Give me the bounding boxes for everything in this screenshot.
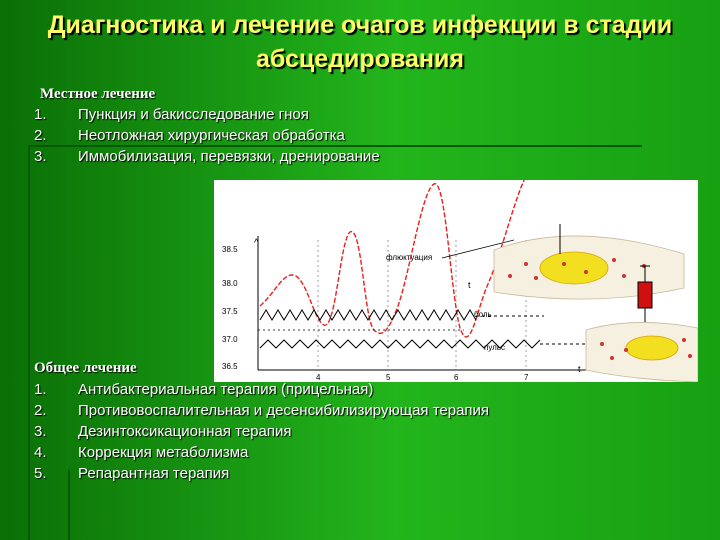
list-number: 5. bbox=[34, 465, 47, 482]
pulse-label: пульс bbox=[484, 343, 505, 352]
general-treatment-list bbox=[34, 379, 489, 484]
list-text: Антибактериальная терапия (прицельная) bbox=[78, 381, 374, 398]
abscess-illustration-upper bbox=[494, 224, 684, 299]
local-treatment-list bbox=[34, 104, 380, 167]
list-item bbox=[34, 400, 489, 421]
list-item bbox=[34, 379, 489, 400]
list-item bbox=[34, 104, 380, 125]
list-text: Неотложная хирургическая обработка bbox=[78, 127, 345, 144]
list-item bbox=[34, 442, 489, 463]
list-text: Пункция и бакисследование гноя bbox=[78, 106, 309, 123]
list-item bbox=[34, 146, 380, 167]
local-treatment-heading: Местное лечение bbox=[40, 86, 156, 102]
list-text: Противовоспалительная и десенсибилизирующая терапия bbox=[78, 402, 490, 419]
list-item bbox=[34, 421, 489, 442]
list-item bbox=[34, 463, 489, 484]
general-treatment-heading: Общее лечение bbox=[34, 360, 137, 376]
y-tick-label: 36.5 bbox=[222, 362, 238, 371]
list-number: 2. bbox=[34, 127, 47, 144]
list-text: Коррекция метаболизма bbox=[78, 444, 249, 461]
fluctuation-label: флюктуация bbox=[386, 253, 433, 262]
list-number: 2. bbox=[34, 402, 47, 419]
list-number: 1. bbox=[34, 381, 47, 398]
x-tick-label: 4 bbox=[316, 373, 321, 382]
y-tick-label: 38.5 bbox=[222, 245, 238, 254]
list-text: Дезинтоксикационная терапия bbox=[78, 423, 292, 440]
abscess-illustration-lower bbox=[586, 322, 698, 382]
x-axis-symbol: t bbox=[578, 364, 581, 374]
list-text: Иммобилизация, перевязки, дренирование bbox=[78, 148, 380, 165]
list-item bbox=[34, 125, 380, 146]
list-number: 3. bbox=[34, 148, 47, 165]
y-tick-label: 38.0 bbox=[222, 279, 238, 288]
list-number: 1. bbox=[34, 106, 47, 123]
x-tick-label: 7 bbox=[524, 373, 529, 382]
temperature-label: t bbox=[468, 280, 471, 290]
x-tick-label: 6 bbox=[454, 373, 459, 382]
temperature-chart-figure bbox=[214, 180, 698, 382]
y-tick-label: 37.5 bbox=[222, 307, 238, 316]
y-tick-label: 37.0 bbox=[222, 335, 238, 344]
x-tick-label: 5 bbox=[386, 373, 391, 382]
list-number: 3. bbox=[34, 423, 47, 440]
list-number: 4. bbox=[34, 444, 47, 461]
list-text: Репарантная терапия bbox=[78, 465, 230, 482]
decorative-line bbox=[28, 145, 30, 540]
pain-label: боль bbox=[474, 310, 492, 319]
slide-title: Диагностика и лечение очагов инфекции в стадии абсцедирования bbox=[47, 11, 673, 73]
y-axis-symbol: ^ bbox=[254, 238, 259, 249]
